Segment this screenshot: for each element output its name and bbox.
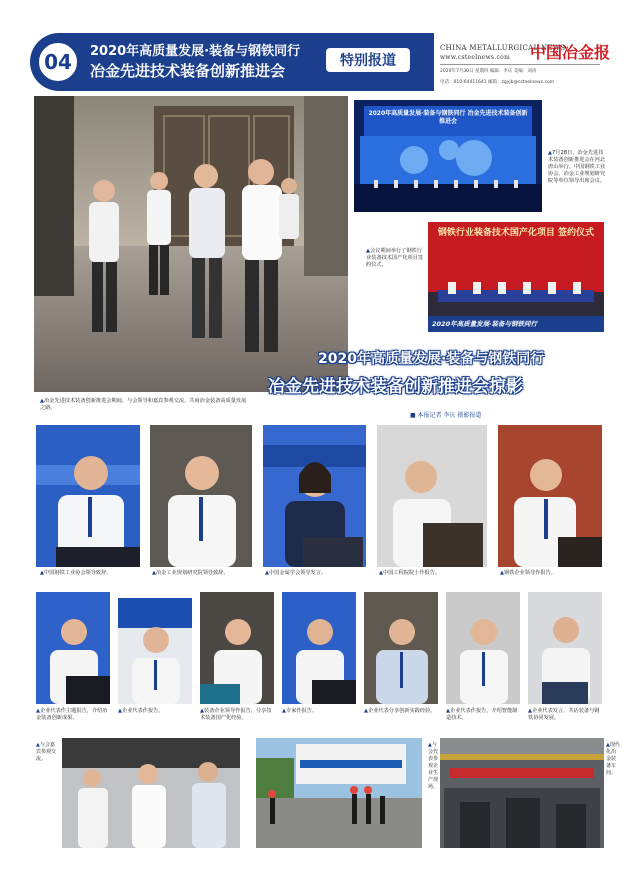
masthead-divider bbox=[440, 64, 600, 65]
row1-caption-2 bbox=[152, 570, 250, 577]
speaker-photo-4 bbox=[377, 425, 487, 567]
header-title-line2: 冶金先进技术装备创新推进会 bbox=[90, 62, 286, 80]
masthead-logo: 中国冶金报 bbox=[530, 43, 611, 62]
signing-screen-text: 钢铁行业装备技术国产化项目 签约仪式 bbox=[437, 228, 595, 238]
caption-marker-icon: ▲ bbox=[446, 708, 450, 714]
row2-caption-6 bbox=[446, 708, 522, 722]
page-number: 04 bbox=[44, 50, 72, 74]
speaker-photo-10 bbox=[364, 592, 438, 704]
speaker-photo-3 bbox=[263, 425, 366, 567]
row2-caption-4 bbox=[282, 708, 358, 715]
speaker-photo-9 bbox=[282, 592, 356, 704]
caption-marker-icon: ▲ bbox=[379, 570, 383, 576]
header-title-line1: 2020年高质量发展·装备与钢铁同行 bbox=[90, 44, 301, 59]
speaker-photo-5 bbox=[498, 425, 602, 567]
speaker-photo-2 bbox=[150, 425, 252, 567]
masthead-url: www.csteelnews.com bbox=[440, 54, 511, 61]
row1-caption-3-text: 中国金属学会领导发言。 bbox=[269, 570, 327, 576]
row2-caption-2-text: 企业代表作报告。 bbox=[122, 708, 164, 714]
row3-caption-1-text: 与会嘉宾参观交流。 bbox=[36, 742, 57, 762]
row2-caption-1 bbox=[36, 708, 112, 722]
byline-text: 本报记者 李庆 摄影报道 bbox=[417, 412, 482, 419]
row2-caption-3-text: 装备企业领导作报告，分享技术装备国产化经验。 bbox=[200, 708, 272, 721]
row2-caption-2 bbox=[118, 708, 194, 715]
signing-banner: 2020年高质量发展·装备与钢铁同行 bbox=[432, 320, 538, 328]
row2-caption-7-text: 企业代表发言，共话装备与钢铁协同发展。 bbox=[528, 708, 600, 721]
row1-caption-2-text: 冶金工业规划研究院领导致辞。 bbox=[156, 570, 229, 576]
speaker-photo-12 bbox=[528, 592, 602, 704]
row2-caption-5 bbox=[364, 708, 440, 715]
row2-caption-1-text: 企业代表作主题报告，介绍冶金装备创新成果。 bbox=[36, 708, 108, 721]
row1-caption-5 bbox=[500, 570, 600, 577]
signing-ceremony-photo bbox=[428, 222, 604, 332]
caption-marker-icon: ▲ bbox=[200, 708, 204, 714]
caption-marker-icon: ▲ bbox=[152, 570, 156, 576]
speaker-photo-7 bbox=[118, 598, 192, 704]
caption-marker-icon: ▲ bbox=[265, 570, 269, 576]
row3-caption-2-text: 与会代表参观企业生产现场。 bbox=[428, 742, 439, 790]
row2-caption-5-text: 企业代表分享创新实践经验。 bbox=[368, 708, 436, 714]
row3-caption-2 bbox=[428, 742, 438, 791]
row3-caption-1 bbox=[36, 742, 58, 763]
caption-marker-icon: ▲ bbox=[40, 398, 44, 404]
row1-caption-3 bbox=[265, 570, 365, 577]
byline bbox=[410, 410, 481, 419]
caption-marker-icon: ▲ bbox=[36, 742, 40, 748]
row1-caption-1 bbox=[40, 570, 138, 577]
row1-caption-5-text: 钢铁企业领导作报告。 bbox=[504, 570, 556, 576]
caption-marker-icon: ▲ bbox=[40, 570, 44, 576]
caption-marker-icon: ▲ bbox=[36, 708, 40, 714]
caption-marker-icon: ▲ bbox=[118, 708, 122, 714]
caption-marker-icon: ▲ bbox=[500, 570, 504, 576]
masthead-english: CHINA METALLURGICAL NEWS bbox=[440, 44, 566, 52]
caption-marker-icon: ▲ bbox=[528, 708, 532, 714]
speaker-photo-11 bbox=[446, 592, 520, 704]
caption-marker-icon: ▲ bbox=[364, 708, 368, 714]
feature-title-line1: 2020年高质量发展·装备与钢铁同行 bbox=[318, 351, 545, 367]
visit-photo-2 bbox=[256, 738, 422, 848]
row2-caption-4-text: 专家作报告。 bbox=[286, 708, 318, 714]
caption-marker-icon: ▲ bbox=[366, 248, 370, 254]
row2-caption-3 bbox=[200, 708, 276, 722]
special-report-badge: 特别报道 bbox=[326, 48, 410, 72]
stage-photo bbox=[354, 100, 542, 212]
caption-marker-icon: ▲ bbox=[282, 708, 286, 714]
main-photo-caption-text: 冶金先进技术装备创新推进会期间，与会领导和嘉宾参观交流，共商冶金装备高质量发展之路。 bbox=[40, 398, 247, 411]
feature-title-line2: 冶金先进技术装备创新推进会掠影 bbox=[268, 377, 523, 397]
row3-caption-3-text: 现代化冶金装备车间。 bbox=[606, 742, 620, 776]
caption-marker-icon: ▲ bbox=[428, 742, 432, 748]
masthead-meta-2: 电话：010-64411641 邮箱：zgyjb@csteelnews.com bbox=[440, 80, 555, 85]
row3-caption-3 bbox=[606, 742, 620, 777]
side-caption-2 bbox=[366, 248, 424, 269]
row2-caption-6-text: 企业代表作报告，介绍智能制造技术。 bbox=[446, 708, 518, 721]
byline-square-icon: ■ bbox=[410, 412, 416, 419]
side-caption-1 bbox=[548, 150, 606, 185]
caption-marker-icon: ▲ bbox=[548, 150, 552, 156]
row1-caption-4-text: 中国工程院院士作报告。 bbox=[383, 570, 441, 576]
visit-photo-1 bbox=[62, 738, 240, 848]
row1-caption-1-text: 中国钢铁工业协会领导致辞。 bbox=[44, 570, 112, 576]
speaker-photo-8 bbox=[200, 592, 274, 704]
side-caption-2-text: 会议期间举行了钢铁行业装备技术国产化项目签约仪式。 bbox=[366, 248, 424, 268]
speaker-photo-6 bbox=[36, 592, 110, 704]
main-photo-walking-leaders bbox=[34, 96, 348, 392]
side-caption-1-text: 7月28日，冶金先进技术装备创新推进会在河北唐山举行。中国钢铁工业协会、冶金工业规划研究院等单位领导出席会议。 bbox=[548, 150, 606, 184]
main-photo-caption bbox=[40, 398, 250, 412]
factory-photo bbox=[440, 738, 604, 848]
speaker-photo-1 bbox=[36, 425, 140, 567]
stage-screen-text: 2020年高质量发展·装备与钢铁同行 冶金先进技术装备创新推进会 bbox=[368, 110, 528, 125]
page-number-badge bbox=[36, 40, 80, 84]
row1-caption-4 bbox=[379, 570, 485, 577]
masthead-meta-1: 2020年7月30日 星期四 编辑：李庆 美编：刘涛 bbox=[440, 69, 537, 74]
caption-marker-icon: ▲ bbox=[606, 742, 610, 748]
row2-caption-7 bbox=[528, 708, 604, 722]
